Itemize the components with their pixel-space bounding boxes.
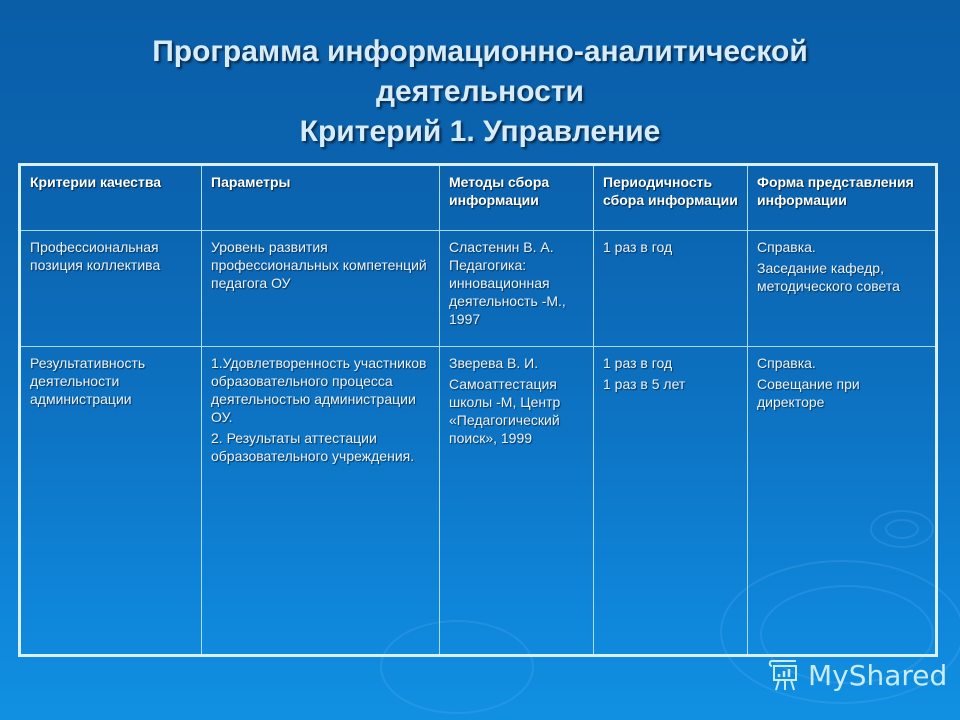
cell-text: Сластенин В. А. Педагогика: инновационная деятельность -М., 1997 (449, 239, 566, 327)
cell-criterion (20, 231, 202, 347)
cell-text: Уровень развития профессиональных компетенций педагога ОУ (211, 239, 427, 291)
cell-text: Самоаттестация школы -М, Центр «Педагогический поиск», 1999 (449, 376, 561, 446)
watermark-text: MyShared (808, 658, 948, 692)
header-form: Форма представления информации (748, 165, 937, 231)
title-line-1: Программа информационно-аналитической (152, 35, 808, 68)
cell-methods (440, 231, 594, 347)
title-line-2: деятельности (376, 75, 584, 108)
title-line-3: Критерий 1. Управление (299, 115, 661, 148)
cell-text: 1.Удовлетворенность участников образовательного процесса деятельностью администрации ОУ. (211, 355, 427, 425)
cell-text: Профессиональная позиция коллектива (30, 239, 161, 273)
cell-form (748, 231, 937, 347)
presentation-chart-icon (766, 657, 802, 693)
header-parameters: Параметры (202, 165, 440, 231)
cell-text: Зверева В. И. (449, 355, 539, 371)
cell-text: Результативность деятельности администрации (30, 355, 146, 407)
slide-title (0, 32, 960, 152)
cell-text: Справка. (757, 239, 816, 255)
header-periodicity: Периодичность сбора информации (594, 165, 748, 231)
table-header-row (20, 165, 937, 231)
cell-text: 2. Результаты аттестации образовательного учреждения. (211, 430, 415, 464)
header-methods: Методы сбора информации (440, 165, 594, 231)
cell-criterion (20, 347, 202, 656)
table-row (20, 231, 937, 347)
cell-parameters (202, 231, 440, 347)
criteria-table (18, 163, 938, 657)
cell-text: 1 раз в 5 лет (603, 376, 686, 392)
cell-methods (440, 347, 594, 656)
cell-text: Заседание кафедр, методического совета (757, 260, 900, 294)
cell-text: Совещание при директоре (757, 376, 860, 410)
table-row (20, 347, 937, 656)
cell-text: Справка. (757, 355, 816, 371)
myshared-watermark[interactable] (766, 657, 947, 693)
cell-text: 1 раз в год (603, 239, 673, 255)
cell-parameters (202, 347, 440, 656)
header-criteria: Критерии качества (20, 165, 202, 231)
cell-form (748, 347, 937, 656)
cell-periodicity (594, 231, 748, 347)
cell-periodicity (594, 347, 748, 656)
cell-text: 1 раз в год (603, 355, 673, 371)
